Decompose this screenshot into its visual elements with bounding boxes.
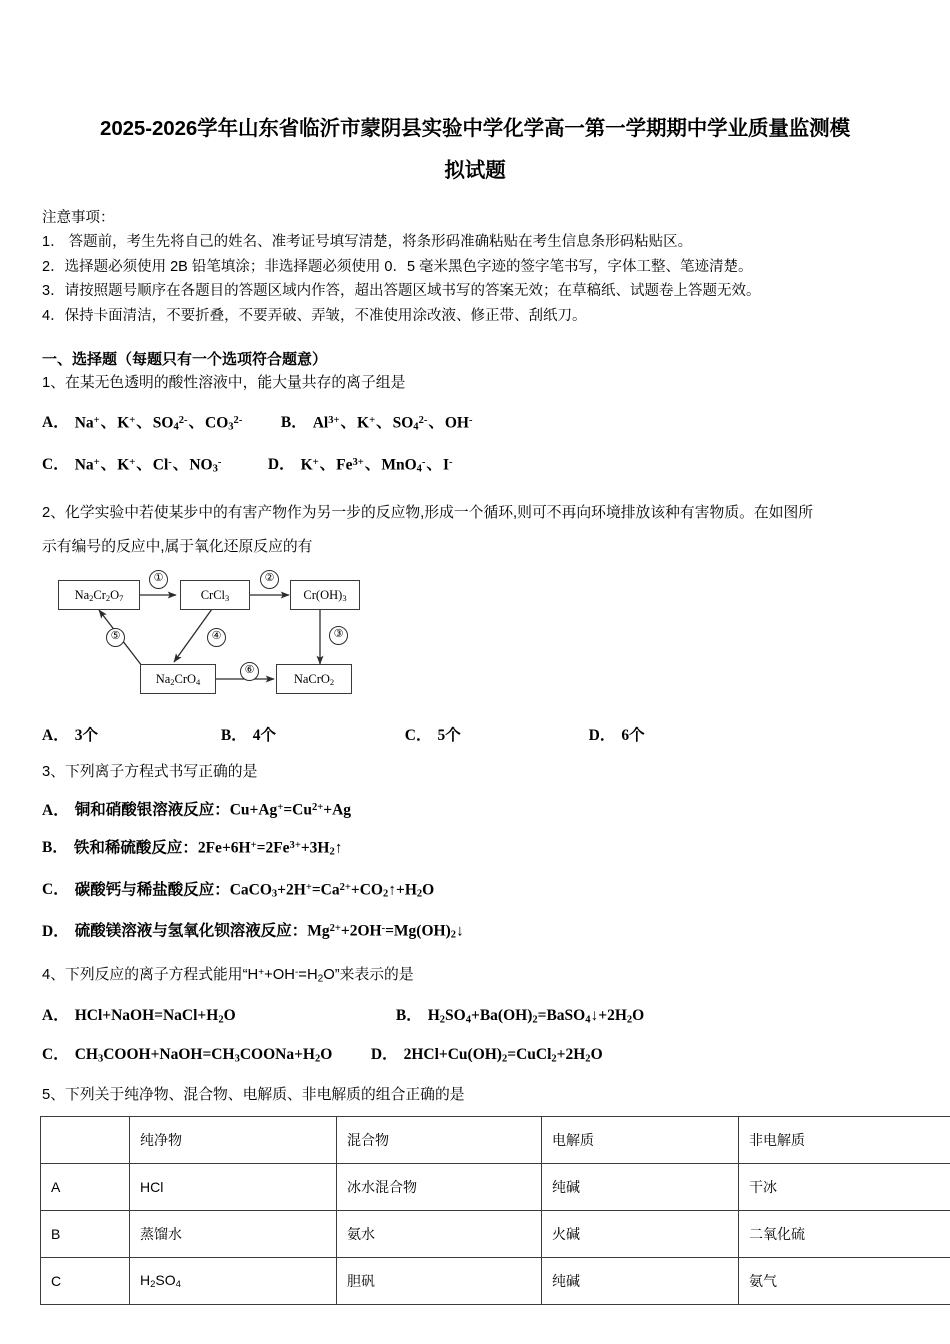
option-label: B． [395,1006,422,1024]
table-cell-c-nonelectrolyte: 氨气 [739,1258,950,1305]
option-label: A． [42,801,69,819]
option-text: 5个 [437,727,461,745]
question-1-text: 在某无色透明的酸性溶液中，能大量共存的离子组是 [65,375,406,391]
table-cell-a-pure: HCl [130,1164,337,1211]
table-header-cell-mixture: 混合物 [337,1117,542,1164]
table-cell-a-mixture: 冰水混合物 [337,1164,542,1211]
notice-item-4: 4．保持卡面清洁，不要折叠，不要弄破、弄皱，不准使用涂改液、修正带、刮纸刀。 [42,307,587,324]
question-3-stem [0,760,950,784]
table-cell-b-mixture: 氨水 [337,1211,542,1258]
diagram-step-1: ① [149,570,168,589]
question-3-option-d[interactable]: D． 硫酸镁溶液与氢氧化钡溶液反应：$Mg^{2+}+2OH^-=Mg(OH)_2↓$ [42,922,464,942]
question-2-option-a[interactable] [42,718,217,753]
question-4-option-a[interactable]: A． $HCl+NaOH=NaCl+H_2O$ [42,1006,236,1025]
question-4-options-row-1 [0,998,950,1037]
question-1-options-row-2 [0,445,950,487]
title-line-1: 2025-2026学年山东省临沂市蒙阴县实验中学化学高一第一学期期中学业质量监测模 [100,117,850,140]
table-header-cell-blank [41,1117,130,1164]
diagram-box-croh3 [290,580,360,610]
notice-item-1: 1． 答题前，考生先将自己的姓名、准考证号填写清楚，将条形码准确粘贴在考生信息条形码粘贴区。 [42,234,693,250]
question-1-option-d[interactable]: D． K+、$Fe^{3+}$、MnO$_4$-、I- [267,456,453,475]
question-2-number: 2、 [42,505,66,522]
option-text: 4个 [252,727,276,745]
question-4-option-d[interactable]: D． $2HCl+Cu(OH)_2=CuCl_2+2H_2O$ [370,1045,603,1065]
diagram-box-label: $Na_2CrO_4$ [155,671,201,687]
option-label: D． [588,727,616,745]
table-cell-c-electrolyte: 纯碱 [542,1258,739,1305]
question-2-option-b[interactable] [221,718,401,753]
question-3-option-a[interactable]: A． 铜和硝酸银溶液反应：$Cu+Ag^+=Cu^{2+}+Ag$ [42,801,352,819]
question-2-stem-line-2: 示有编号的反应中,属于氧化还原反应的有 [42,539,313,556]
question-2-option-c[interactable] [405,718,585,753]
notice-heading: 注意事项： [42,210,115,226]
option-text: 6个 [621,727,645,745]
question-4-number: 4、 [42,967,66,984]
table-row-label-c: C [41,1258,130,1305]
diagram-box-label: $Cr(OH)_3$ [303,587,347,603]
option-label: C． [42,1045,69,1063]
diagram-box-label: NaCrO$_2$ [293,671,335,687]
diagram-step-3: ③ [329,626,348,645]
question-3-number: 3、 [42,764,66,781]
section-heading-multiple-choice: 一、选择题（每题只有一个选项符合题意） [42,351,328,368]
question-2-option-d[interactable] [589,718,645,753]
option-label: A． [42,1006,69,1024]
question-4-options-row-2 [0,1037,950,1076]
option-label: A． [42,414,69,432]
table-cell-c-pure: $H_2SO_4$ [130,1258,337,1305]
table-header-cell-electrolyte: 电解质 [542,1117,739,1164]
question-5-text: 下列关于纯净物、混合物、电解质、非电解质的组合正确的是 [65,1087,465,1104]
table-header-cell-pure: 纯净物 [130,1117,337,1164]
table-cell-b-electrolyte: 火碱 [542,1211,739,1258]
option-label: A． [42,727,69,745]
option-label: B． [42,839,68,857]
page-title [0,0,950,192]
question-2-options [0,718,950,753]
option-label: D． [267,456,295,474]
question-3-text: 下列离子方程式书写正确的是 [65,764,258,781]
table-cell-a-nonelectrolyte: 干冰 [739,1164,950,1211]
diagram-box-label: $Na_2Cr_2O_7$ [74,587,124,603]
title-line-2: 拟试题 [444,159,506,182]
diagram-box-crcl3 [180,580,250,610]
question-3-option-b[interactable]: B． 铁和稀硫酸反应：$2Fe+6H^+=2Fe^{3+}+3H_2↑$ [42,839,343,858]
option-label: C． [42,881,69,899]
notice-item-2: 2．选择题必须使用 2B 铅笔填涂；非选择题必须使用 0．5 毫米黑色字迹的签字笔书写，字体工整、笔迹清楚。 [42,258,753,275]
table-cell-a-electrolyte: 纯碱 [542,1164,739,1211]
table-row[interactable] [41,1211,950,1258]
option-label: C． [42,456,69,474]
table-header-row [41,1117,950,1164]
diagram-box-label: CrCl$_3$ [200,587,230,603]
question-1-options-row-1 [0,403,950,445]
diagram-box-nacro2 [276,664,352,694]
question-2-text-line-1: 化学实验中若使某步中的有害产物作为另一步的反应物,形成一个循环,则可不再向环境排放该种有害物质。在如图所 [65,505,814,522]
redox-cycle-diagram [0,568,950,718]
option-label: B． [220,727,247,745]
option-label: D． [42,922,69,940]
question-2-stem [0,496,950,530]
diagram-step-2: ② [260,570,279,589]
question-1-option-b[interactable]: B． $Al^{3+}$、K+、$SO_4^{2-}$、OH- [280,414,473,433]
table-header-cell-nonelectrolyte: 非电解质 [739,1117,950,1164]
option-label: B． [280,414,307,432]
diagram-step-4: ④ [207,628,226,647]
diagram-canvas [52,568,362,713]
question-1-stem [0,371,950,395]
table-row-label-b: B [41,1211,130,1258]
diagram-box-na2cro4 [140,664,216,694]
table-cell-b-pure: 蒸馏水 [130,1211,337,1258]
option-label: C． [404,727,432,745]
diagram-step-6: ⑥ [240,662,259,681]
notice-block [0,206,950,328]
question-1-number: 1、 [42,375,66,391]
option-label: D． [370,1045,398,1063]
table-row[interactable] [41,1164,950,1211]
question-4-option-b[interactable]: B． $H_2SO_4+Ba(OH)_2=BaSO_4↓+2H_2O$ [395,1006,645,1025]
table-row[interactable] [41,1258,950,1305]
question-3-option-c[interactable]: C． 碳酸钙与稀盐酸反应：$CaCO_3+2H^+=Ca^{2+}+CO_2↑+H_2O$ [42,881,435,900]
table-row-label-a: A [41,1164,130,1211]
table-cell-c-mixture: 胆矾 [337,1258,542,1305]
question-5-number: 5、 [42,1087,66,1104]
substance-classification-table [40,1116,950,1305]
question-4-stem: 4、下列反应的离子方程式能用“$H^++OH^-=H_2O$”来表示的是 [42,967,414,985]
option-text: 3个 [74,727,98,745]
question-4-option-c[interactable]: C． $CH_3COOH+NaOH=CH_3COONa+H_2O$ [42,1045,333,1065]
question-1-option-a[interactable]: A． Na+、K+、$SO_4^{2-}$、$CO_3^{2-}$ [42,414,243,433]
diagram-step-5: ⑤ [106,628,125,647]
question-5-stem [0,1083,950,1107]
diagram-box-na2cr2o7 [58,580,140,610]
substance-classification-table-wrapper [0,1116,950,1305]
notice-item-3: 3．请按照题号顺序在各题目的答题区域内作答，超出答题区域书写的答案无效；在草稿纸、试题卷上答题无效。 [42,283,761,299]
table-cell-b-nonelectrolyte: 二氧化硫 [739,1211,950,1258]
question-1-option-c[interactable]: C． Na+、K+、Cl-、$NO_3^-$ [42,456,222,475]
